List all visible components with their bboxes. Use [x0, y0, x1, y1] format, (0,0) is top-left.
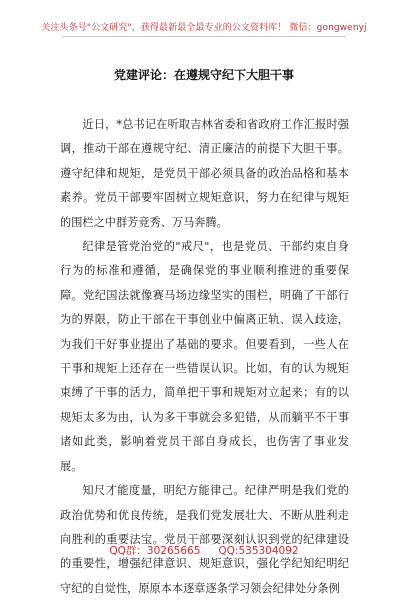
- paragraph-3: 知尺才能度量，明纪方能律己。纪律严明是我们党的政治优势和优良传统，是我们党发展壮大、不断从胜利走向胜利的重要法宝。党员干部要深刻认识到党的纪律建设的重要性，增强纪律意识、规矩意识，强化学纪知纪明纪守纪的自觉性，原原本本逐章逐条学习领会纪律处分条例: [60, 484, 349, 595]
- document-title: 党建评论：在遵规守纪下大胆干事: [113, 68, 294, 82]
- header-divider: [62, 36, 346, 37]
- header-promo-note: 关注头条号"公文研究"，获得最新最全最专业的公文资料库！ 微信：gongwenyj: [41, 23, 367, 33]
- qq-group-number: QQ群：30265665: [109, 545, 201, 557]
- paragraph-2: 纪律是管党治党的"戒尺"，也是党员、干部约束自身行为的标准和遵循，是确保党的事业顺利推进的重要保障。党纪国法就像赛马场边缘坚实的围栏，明确了干部行为的界限，防止干部在干事创业中偏离正轨、误入歧途，为我们干好事业提出了基础的要求。但要看到，一些人在干事和规矩上还存在一些错误认识。比如，有的认为规矩束缚了干事的活力，简单把干事和规矩对立起来；有的以规矩太多为由，认为多干事就会多犯错，从而躺平不干事诸如此类，影响着党员干部自身成长，也伤害了事业发展。: [60, 240, 349, 473]
- qq-number: QQ:535304092: [218, 545, 299, 557]
- paragraph-1: 近日，*总书记在听取吉林省委和省政府工作汇报时强调，推动干部在遵规守纪、清正廉洁的前提下大胆干事。遵守纪律和规矩，是党员干部必须具备的政治品格和基本素养。党员干部要牢固树立规矩意识，努力在纪律与规矩的围栏之中群芳竞秀、万马奔腾。: [60, 118, 349, 229]
- document-body: [60, 113, 349, 601]
- footer-contact: [0, 543, 408, 558]
